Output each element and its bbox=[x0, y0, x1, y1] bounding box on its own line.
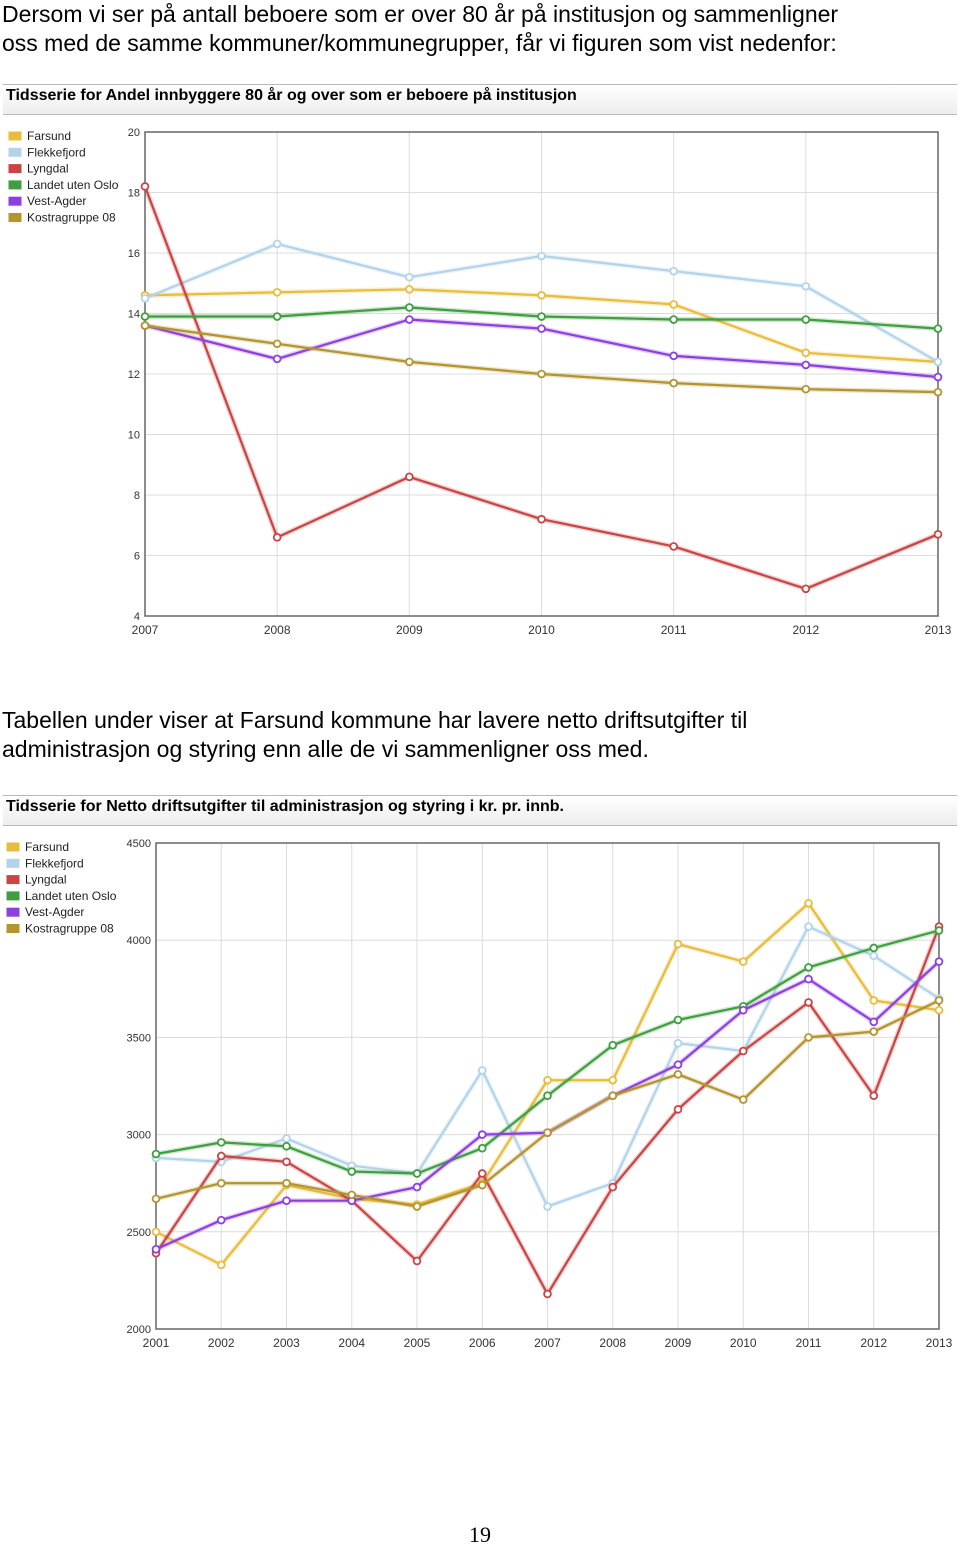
legend-label: Lyngdal bbox=[25, 872, 67, 887]
x-tick-label: 2012 bbox=[792, 623, 820, 637]
legend-label: Vest-Agder bbox=[25, 905, 85, 920]
data-point bbox=[283, 1158, 290, 1165]
data-point bbox=[538, 516, 545, 523]
data-point bbox=[479, 1067, 486, 1074]
data-point bbox=[805, 923, 812, 930]
data-point bbox=[675, 1106, 682, 1113]
data-point bbox=[283, 1143, 290, 1150]
legend bbox=[8, 129, 119, 225]
chart-plot bbox=[0, 84, 960, 644]
data-point bbox=[538, 253, 545, 260]
data-point bbox=[670, 352, 677, 359]
y-tick-labels bbox=[127, 838, 151, 1336]
x-tick-label: 2007 bbox=[534, 1336, 561, 1350]
x-tick-label: 2005 bbox=[403, 1336, 431, 1350]
legend-label: Flekkefjord bbox=[27, 145, 86, 160]
legend-item bbox=[6, 856, 84, 870]
legend-swatch bbox=[6, 907, 20, 917]
data-point bbox=[935, 374, 942, 381]
y-tick-label: 14 bbox=[127, 308, 140, 321]
data-point bbox=[802, 362, 809, 369]
x-tick-label: 2013 bbox=[925, 1336, 953, 1350]
data-point bbox=[274, 313, 281, 320]
data-point bbox=[538, 371, 545, 378]
data-point bbox=[274, 241, 281, 248]
data-point bbox=[142, 322, 149, 329]
legend-label: Kostragruppe 08 bbox=[25, 921, 114, 936]
data-point bbox=[670, 268, 677, 275]
data-point bbox=[348, 1191, 355, 1198]
data-point bbox=[870, 997, 877, 1004]
legend-item bbox=[8, 145, 86, 159]
data-point bbox=[936, 927, 943, 934]
legend-swatch bbox=[8, 213, 22, 223]
x-tick-label: 2006 bbox=[468, 1336, 496, 1350]
data-point bbox=[544, 1092, 551, 1099]
data-point bbox=[935, 531, 942, 538]
y-tick-label: 3500 bbox=[126, 1032, 151, 1045]
y-tick-label: 20 bbox=[127, 127, 140, 139]
legend-item bbox=[8, 211, 116, 225]
data-point bbox=[218, 1217, 225, 1224]
chart-title: Tidsserie for Andel innbyggere 80 år og over som er beboere på institusjon bbox=[6, 87, 577, 104]
data-point bbox=[479, 1182, 486, 1189]
x-tick-label: 2007 bbox=[131, 623, 159, 637]
legend-swatch bbox=[6, 842, 20, 852]
data-point bbox=[870, 952, 877, 959]
legend-label: Landet uten Oslo bbox=[25, 888, 117, 903]
chart-institution-share bbox=[0, 84, 960, 644]
legend-item bbox=[8, 129, 71, 143]
data-point bbox=[802, 585, 809, 592]
x-tick-label: 2004 bbox=[338, 1336, 366, 1350]
data-point bbox=[675, 1017, 682, 1024]
data-point bbox=[142, 183, 149, 190]
data-point bbox=[935, 325, 942, 332]
data-point bbox=[283, 1197, 290, 1204]
data-point bbox=[935, 389, 942, 396]
data-point bbox=[414, 1203, 421, 1210]
x-tick-label: 2008 bbox=[599, 1336, 627, 1350]
page-number: 19 bbox=[469, 1522, 491, 1547]
legend-swatch bbox=[8, 131, 22, 141]
y-tick-label: 10 bbox=[127, 429, 140, 442]
data-point bbox=[609, 1077, 616, 1084]
data-point bbox=[870, 1028, 877, 1035]
legend-swatch bbox=[8, 147, 22, 157]
data-point bbox=[406, 359, 413, 366]
data-point bbox=[740, 1007, 747, 1014]
x-tick-label: 2012 bbox=[860, 1336, 888, 1350]
data-point bbox=[142, 313, 149, 320]
data-point bbox=[414, 1184, 421, 1191]
legend-item bbox=[8, 194, 86, 208]
data-point bbox=[274, 534, 281, 541]
y-tick-labels bbox=[128, 127, 140, 623]
legend-swatch bbox=[6, 891, 20, 901]
y-tick-label: 4500 bbox=[126, 838, 151, 850]
y-tick-label: 16 bbox=[127, 248, 140, 260]
legend-swatch bbox=[6, 875, 20, 885]
data-point bbox=[936, 1007, 943, 1014]
y-tick-label: 18 bbox=[127, 187, 140, 200]
y-tick-label: 12 bbox=[127, 369, 140, 381]
data-point bbox=[538, 313, 545, 320]
legend-swatch bbox=[8, 164, 22, 174]
table-intro-line-1: Tabellen under viser at Farsund kommune har lavere netto driftsutgifter til bbox=[2, 707, 748, 733]
data-point bbox=[283, 1135, 290, 1142]
data-point bbox=[479, 1131, 486, 1138]
data-point bbox=[406, 286, 413, 293]
legend-item bbox=[8, 162, 69, 176]
data-point bbox=[805, 964, 812, 971]
data-point bbox=[670, 380, 677, 387]
x-tick-label: 2009 bbox=[395, 623, 423, 637]
legend-item bbox=[6, 922, 114, 936]
data-point bbox=[406, 316, 413, 323]
legend-label: Farsund bbox=[25, 840, 70, 854]
data-point bbox=[870, 1092, 877, 1099]
legend-label: Lyngdal bbox=[27, 161, 69, 176]
legend-label: Kostragruppe 08 bbox=[27, 210, 116, 225]
data-point bbox=[670, 543, 677, 550]
data-point bbox=[274, 340, 281, 347]
data-point bbox=[805, 999, 812, 1006]
data-point bbox=[414, 1170, 421, 1177]
data-point bbox=[675, 941, 682, 948]
table-intro-line-2: administrasjon og styring enn alle de vi sammenligner oss med. bbox=[2, 736, 649, 762]
intro-paragraph bbox=[2, 0, 838, 58]
legend-item bbox=[6, 905, 84, 919]
data-point bbox=[538, 292, 545, 299]
data-point bbox=[740, 958, 747, 965]
x-tick-label: 2010 bbox=[729, 1336, 757, 1350]
x-tick-label: 2003 bbox=[273, 1336, 300, 1350]
data-point bbox=[740, 1096, 747, 1103]
data-point bbox=[935, 359, 942, 366]
y-tick-label: 6 bbox=[133, 550, 140, 563]
data-point bbox=[153, 1246, 160, 1253]
y-tick-label: 2500 bbox=[126, 1226, 151, 1239]
data-point bbox=[609, 1092, 616, 1099]
x-tick-label: 2008 bbox=[263, 623, 291, 637]
legend-swatch bbox=[6, 858, 20, 868]
data-point bbox=[538, 325, 545, 332]
data-point bbox=[348, 1168, 355, 1175]
data-point bbox=[870, 945, 877, 952]
data-point bbox=[802, 316, 809, 323]
data-point bbox=[218, 1153, 225, 1160]
data-point bbox=[802, 349, 809, 356]
data-point bbox=[740, 1048, 747, 1055]
data-point bbox=[283, 1180, 290, 1187]
y-tick-label: 8 bbox=[133, 490, 140, 502]
data-point bbox=[805, 1034, 812, 1041]
legend-item bbox=[6, 873, 67, 887]
data-point bbox=[406, 473, 413, 480]
data-point bbox=[153, 1151, 160, 1158]
data-point bbox=[936, 997, 943, 1004]
data-point bbox=[406, 304, 413, 311]
data-point bbox=[142, 295, 149, 302]
data-point bbox=[479, 1170, 486, 1177]
data-point bbox=[609, 1184, 616, 1191]
x-tick-label: 2002 bbox=[207, 1336, 235, 1350]
legend-label: Farsund bbox=[27, 129, 72, 143]
chart-title: Tidsserie for Netto driftsutgifter til administrasjon og styring i kr. pr. innb. bbox=[6, 798, 564, 815]
data-point bbox=[544, 1291, 551, 1298]
data-point bbox=[479, 1145, 486, 1152]
data-point bbox=[414, 1258, 421, 1265]
legend-label: Vest-Agder bbox=[27, 194, 87, 209]
legend-swatch bbox=[8, 180, 22, 190]
x-tick-label: 2001 bbox=[142, 1336, 170, 1350]
x-tick-label: 2011 bbox=[660, 623, 687, 637]
legend-label: Landet uten Oslo bbox=[27, 177, 119, 192]
data-point bbox=[670, 301, 677, 308]
data-point bbox=[544, 1129, 551, 1136]
data-point bbox=[153, 1228, 160, 1235]
data-point bbox=[218, 1180, 225, 1187]
intro-line-1: Dersom vi ser på antall beboere som er over 80 år på institusjon og sammenligner bbox=[2, 1, 839, 27]
x-tick-labels bbox=[132, 623, 952, 637]
data-point bbox=[805, 900, 812, 907]
data-point bbox=[544, 1203, 551, 1210]
data-point bbox=[153, 1195, 160, 1202]
data-point bbox=[802, 283, 809, 290]
data-point bbox=[544, 1077, 551, 1084]
x-tick-label: 2013 bbox=[924, 623, 952, 637]
data-point bbox=[670, 316, 677, 323]
data-point bbox=[218, 1139, 225, 1146]
data-point bbox=[675, 1071, 682, 1078]
chart-plot bbox=[0, 795, 960, 1360]
y-tick-label: 3000 bbox=[126, 1129, 151, 1142]
x-tick-label: 2010 bbox=[528, 623, 555, 637]
legend-swatch bbox=[8, 196, 22, 206]
data-point bbox=[218, 1261, 225, 1268]
legend-swatch bbox=[6, 924, 20, 934]
y-tick-label: 4 bbox=[133, 611, 140, 623]
legend-item bbox=[6, 840, 69, 854]
intro-line-2: oss med de samme kommuner/kommunegrupper, får vi figuren som vist nedenfor: bbox=[2, 30, 837, 56]
x-tick-label: 2009 bbox=[664, 1336, 692, 1350]
table-intro-paragraph bbox=[2, 706, 747, 764]
x-tick-labels bbox=[143, 1336, 953, 1350]
y-tick-label: 2000 bbox=[126, 1324, 151, 1336]
data-point bbox=[805, 976, 812, 983]
data-point bbox=[609, 1042, 616, 1049]
data-point bbox=[406, 274, 413, 281]
legend-item bbox=[6, 889, 117, 903]
legend bbox=[6, 840, 117, 936]
x-tick-label: 2011 bbox=[795, 1336, 822, 1350]
data-point bbox=[675, 1040, 682, 1047]
data-point bbox=[870, 1018, 877, 1025]
data-point bbox=[936, 958, 943, 965]
data-point bbox=[274, 289, 281, 296]
data-point bbox=[802, 386, 809, 393]
legend-item bbox=[8, 178, 119, 192]
legend-label: Flekkefjord bbox=[25, 856, 84, 871]
data-point bbox=[675, 1061, 682, 1068]
y-tick-label: 4000 bbox=[126, 935, 151, 948]
chart-admin-costs bbox=[0, 795, 960, 1360]
data-point bbox=[274, 355, 281, 362]
